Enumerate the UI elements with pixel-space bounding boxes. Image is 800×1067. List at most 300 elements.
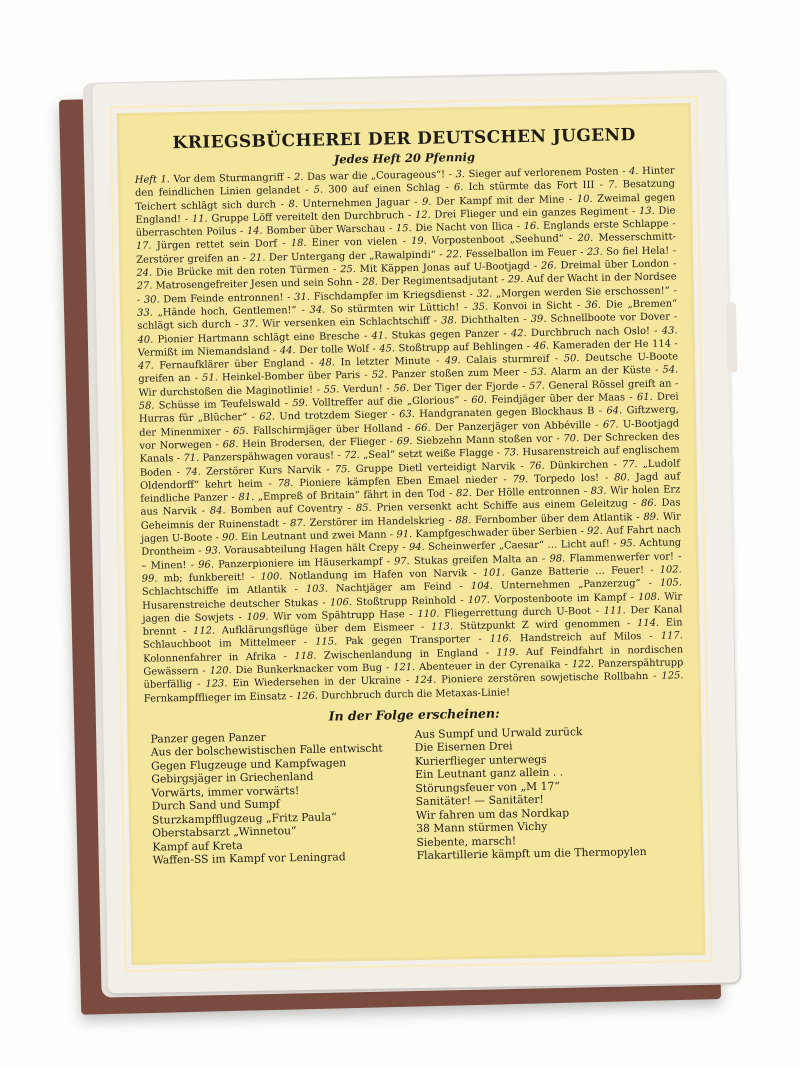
issue-number: 86. [640, 498, 662, 510]
issue-number: 64. [606, 405, 627, 418]
issue-title: Hinter den feindlichen Linien gelandet [134, 165, 675, 200]
issue-title: Fernaufklärer über England [159, 358, 305, 372]
issue-entry [137, 305, 297, 319]
issue-number: 80. [614, 471, 636, 484]
issue-entry [477, 285, 670, 299]
issue-entry [411, 234, 564, 248]
issue-entry [394, 553, 538, 567]
issue-number: 37. [242, 318, 263, 331]
issue-number: 83. [590, 485, 611, 498]
issue-entry [415, 420, 591, 434]
issue-number: 55. [323, 384, 344, 396]
issue-title: Fesselballon im Feuer [465, 246, 577, 260]
issue-title: Der tolle Wolf [299, 343, 370, 356]
forthcoming-title: Waffen-SS im Kampf vor Leningrad [152, 850, 346, 868]
issue-number: 78. [277, 477, 300, 490]
issue-title: Und trotzdem Sieger [279, 409, 388, 423]
issue-number: 59. [292, 397, 313, 410]
issue-entry [210, 663, 382, 677]
issue-number: 120. [209, 665, 236, 677]
forthcoming-title: Aus Sumpf und Urwald zurück [414, 725, 583, 741]
issue-entry [454, 180, 595, 193]
issue-entry [315, 634, 470, 648]
forthcoming-title: 38 Mann stürmen Vichy [416, 820, 548, 836]
issue-title: Das war die „Courageous“! [306, 169, 446, 183]
issue-entry [288, 197, 409, 210]
issue-entry [445, 354, 550, 367]
issue-title: Handgranaten gegen Blockhaus B [419, 406, 595, 421]
issue-number: 10. [576, 193, 598, 205]
issue-entry [531, 365, 651, 378]
issue-number: 108. [637, 591, 665, 603]
issue-title: „Ludolf Oldendorff“ kehrt heim [140, 457, 680, 492]
issue-number: 104. [470, 580, 502, 593]
issue-number: 72. [344, 450, 364, 462]
issue-title: Prien versenkt acht Schiffe aus einem Geleitzug [376, 498, 629, 515]
issue-title: Husarenstreich auf englischem Boden [139, 444, 680, 479]
forthcoming-title: Ein Leutnant ganz allein . . [415, 765, 564, 782]
issue-title: Drei Flieger und ein ganzes Regiment [434, 206, 629, 221]
issue-entry [490, 631, 642, 645]
issue-title: Die überraschten Poilus [135, 205, 676, 240]
issue-number: 36. [585, 299, 606, 311]
issue-title: Hein Brodersen, der Flieger [242, 436, 386, 450]
issue-number: 46. [533, 340, 553, 352]
issue-title: Der Kampf mit der Mine [435, 193, 565, 208]
issue-title: Heinkel-Bomber über Paris [221, 370, 361, 384]
back-cover [92, 73, 740, 994]
issue-title: Deutsche U-Boote greifen an [138, 351, 679, 386]
issue-number: 115. [315, 636, 346, 649]
forthcoming-title: Oberstabsarzt „Winnetou“ [152, 824, 297, 841]
issue-number: 109. [246, 611, 274, 623]
issue-title: Ein Leutnant und zwei Mann [241, 529, 387, 544]
issue-entry [399, 406, 594, 420]
issue-entry [296, 687, 510, 702]
issue-entry [198, 556, 382, 570]
issue-title: Panzerspähtrupp überfällig [143, 657, 684, 692]
issue-title: Stukas greifen Malta an [413, 553, 538, 567]
forthcoming-title: Durch Sand und Sumpf [151, 797, 280, 814]
issue-entry [471, 578, 641, 592]
issue-title: Kampfgeschwader über Serbien [415, 526, 578, 541]
forthcoming-title: Vorwärts, immer vorwärts! [151, 783, 300, 800]
issue-number: 21. [249, 252, 270, 264]
issue-number: 112. [193, 625, 222, 637]
issue-entry [294, 289, 466, 303]
issue-title: Einer von vielen [311, 236, 398, 250]
issue-number: 103. [305, 583, 337, 596]
issue-title: Alarm an der Küste [550, 365, 652, 379]
issue-number: 17. [135, 240, 157, 253]
issue-title: So fiel Hela! [606, 245, 670, 258]
issue-title: Der Untergang der „Rawalpindi“ [268, 249, 436, 264]
issue-title: Der Kanal brennt [142, 604, 683, 638]
issue-title: Volltreffer auf die „Glorious“ [312, 395, 460, 409]
issue-entry [250, 249, 436, 263]
issue-title: Mit Käppen Jonas auf U-Bootjagd [359, 261, 531, 276]
issue-title: mb; funkbereit! [163, 571, 246, 585]
issue-entry [136, 239, 277, 252]
issue-entry [446, 247, 576, 260]
issue-number: 45. [379, 343, 399, 355]
issue-number: 85. [355, 503, 377, 515]
issue-entry [417, 606, 591, 620]
issue-number: 41. [371, 329, 392, 342]
issue-number: 79. [512, 473, 535, 486]
issue-entry [319, 356, 430, 369]
issue-number: 43. [661, 324, 678, 337]
issue-title: Der Regimentsadjutant [380, 274, 499, 288]
issue-number: 97. [393, 555, 415, 567]
issue-number: 126. [295, 690, 322, 702]
issue-number: 98. [549, 552, 570, 565]
issue-number: 9. [421, 196, 437, 208]
issue-number: 19. [410, 236, 433, 248]
issue-title: Pak gegen Transporter [345, 634, 471, 648]
issue-entry [292, 395, 459, 409]
issue-entry [455, 512, 632, 526]
issue-number: 20. [577, 233, 599, 245]
issue-entry [587, 245, 669, 257]
issue-number: 24. [136, 267, 157, 279]
issue-number: 57. [528, 380, 549, 392]
issue-number: 101. [482, 567, 512, 579]
issue-title: Ganze Batterie … Feuer! [510, 564, 645, 579]
issue-number: 61. [636, 391, 658, 404]
forthcoming-title: Die Eisernen Drei [414, 739, 513, 755]
issue-title: Schlachtschiffe im Atlantik [141, 584, 287, 598]
issue-title: Pioniere zerstören sowjetische Rollbahn [441, 671, 649, 686]
issue-number: 13. [638, 205, 659, 217]
issue-entry [294, 169, 445, 183]
issue-entry [205, 676, 401, 690]
issue-entry [139, 398, 281, 411]
issue-number: 84. [209, 505, 231, 518]
issue-entry [210, 504, 343, 517]
issue-entry [455, 166, 618, 180]
issue-title: Die Bunkerknacker vom Bug [235, 662, 383, 677]
issue-title: Zerstörer Kurs Narvik [205, 464, 322, 478]
issue-entry [335, 461, 516, 475]
issue-number: 50. [563, 353, 586, 365]
issue-number: 105. [659, 577, 683, 589]
issue-entry [372, 368, 520, 382]
issue-number: 106. [329, 596, 357, 609]
issue-title: Der Panzerjäger von Abbéville [434, 419, 591, 434]
issue-entry [508, 272, 677, 286]
issue-number: 47. [137, 360, 160, 372]
yellow-panel [117, 103, 706, 965]
issue-number: 89. [643, 511, 664, 523]
issue-entry [524, 219, 669, 233]
issue-title: Schnellboote vor Dover [550, 311, 671, 325]
issue-number: 38. [441, 315, 461, 327]
issue-number: 32. [476, 288, 497, 300]
issue-title: Durchbruch nach Oslo! [530, 325, 651, 339]
issue-entry [456, 486, 580, 499]
forthcoming-title: Siebente, marsch! [416, 834, 517, 849]
issue-entry [396, 221, 513, 234]
issue-title: Siebzehn Mann stoßen vor [416, 433, 553, 447]
issue-entry [259, 410, 387, 423]
forthcoming-title: Sanitäter! — Sanitäter! [415, 793, 544, 809]
issue-number: 93. [205, 545, 225, 557]
issue-number: 94. [408, 542, 429, 554]
forthcoming-title: Flakartillerie kämpft um die Thermopylen [416, 845, 647, 863]
issue-number: 123. [205, 678, 233, 690]
issue-title: Notlandung im Hafen von Narvik [288, 568, 468, 583]
issue-title: Zweimal gegen England! [135, 192, 676, 226]
issue-entry [541, 259, 669, 272]
issue-number: 25. [340, 264, 360, 276]
issue-entry [414, 671, 648, 686]
issue-title: Konvoi in Sicht [492, 300, 573, 313]
issue-title: Wir vom Spähtrupp Hase [273, 609, 405, 623]
issue-title: Der Hölle entronnen [475, 486, 581, 500]
issue-title: Jürgen rettet sein Dorf [156, 238, 278, 252]
issue-entry [511, 325, 650, 338]
issue-title: Vorausabteilung Hagen hält Crepy [224, 542, 399, 557]
issue-title: „Empreß of Britain“ fährt in den Tod [257, 488, 446, 503]
issue-number: 22. [446, 248, 466, 261]
issue-entry [278, 474, 498, 489]
issue-number: 114. [637, 617, 666, 630]
issue-title: Englands erste Schlappe [542, 218, 669, 232]
issue-number: 88. [455, 514, 476, 527]
issue-entry [247, 224, 386, 237]
issue-title: Bomben auf Coventry [230, 503, 343, 517]
issue-title: Panzerpioniere im Häuserkampf [218, 556, 383, 571]
issue-title: Stoßtrupp Reinhold [356, 594, 457, 608]
issue-number: 56. [393, 382, 413, 395]
issue-title: Pioniere kämpfen Eben Emael nieder [299, 474, 498, 489]
issue-title: Gruppe Löff vereitelt den Durchbruch [211, 210, 405, 225]
issue-number: 16. [523, 220, 544, 233]
issue-entry [192, 210, 404, 225]
issue-title: Messerschmitt-Zerstörer greifen an [136, 231, 677, 266]
issue-title: Wir jagen U-Boote [140, 511, 681, 545]
issue-title: Stukas gegen Panzer [391, 328, 500, 341]
issue-entry [137, 331, 359, 346]
issue-title: Kolonnenfahrer in Afrika [143, 651, 277, 665]
issue-number: 82. [456, 488, 476, 500]
issue-title: Auf der Wacht in der Nordsee [526, 271, 677, 286]
forthcoming-title: Sturzkampfflugzeug „Fritz Paula“ [151, 810, 337, 827]
forthcoming-title: Kampf auf Kreta [152, 838, 243, 854]
issue-title: Calais sturmreif [466, 353, 550, 367]
issue-number: 125. [661, 670, 684, 683]
issue-title: Flammenwerfer vor! [569, 551, 675, 564]
issue-number: 44. [279, 344, 300, 357]
issue-number: 122. [571, 658, 598, 671]
issue-title: Jagd auf feindliche Panzer [140, 471, 681, 505]
issue-entry [344, 448, 493, 462]
issue-number: 52. [371, 369, 392, 382]
issue-number: 26. [540, 260, 561, 272]
issue-number: 116. [489, 633, 521, 646]
issue-title: Ein Wiedersehen in der Ukraine [232, 675, 402, 690]
issue-title: Sieger auf verlorenem Posten [468, 166, 619, 181]
issue-number: 76. [528, 460, 550, 472]
issue-title: Schüsse im Teufelswald [158, 398, 281, 412]
issue-title: Pionier Hartmann schlägt eine Bresche [157, 330, 360, 346]
issue-number: 73. [503, 447, 523, 459]
issue-number: 63. [399, 409, 420, 421]
issue-number: 81. [238, 491, 259, 504]
issue-number: 5. [313, 184, 329, 197]
issue-title: Vorpostenboote im Kampf [494, 591, 627, 606]
forthcoming-column-right [414, 723, 680, 863]
issue-title: Unternehmen „Panzerzug“ [500, 578, 641, 592]
issue-number: 51. [202, 372, 223, 385]
issue-entry [222, 530, 387, 544]
issue-title: Der Tiger der Fjorde [412, 380, 519, 394]
issue-title: Bomber über Warschau [266, 223, 386, 237]
forthcoming-column-left [150, 728, 416, 868]
issue-entry [472, 300, 572, 313]
issue-number: 113. [430, 621, 460, 633]
issue-entry [340, 261, 530, 275]
issue-number: 48. [319, 357, 341, 369]
issue-number: 60. [471, 394, 492, 407]
issue-number: 40. [137, 334, 158, 346]
issue-title: Ich stürmte das Fort III [468, 180, 595, 194]
issue-entry [409, 539, 610, 554]
issue-number: 2. [293, 171, 308, 184]
issue-title: 300 auf einen Schlag [328, 182, 441, 196]
issue-entry [379, 341, 523, 355]
issue-number: 121. [393, 661, 420, 674]
issue-title: Fernkampfflieger im Einsatz [143, 690, 287, 705]
issue-number: 119. [496, 646, 526, 659]
issue-number: 30. [143, 294, 164, 306]
issue-entry [533, 338, 671, 351]
issue-number: 29. [507, 274, 527, 286]
issue-number: 42. [510, 327, 531, 339]
issue-number: 23. [586, 246, 607, 258]
issue-number: 7. [607, 179, 623, 191]
issue-entry [362, 275, 498, 288]
forthcoming-heading: In der Folge erscheinen: [328, 705, 500, 724]
issue-title: Das Geheimnis der Ruinenstadt [140, 497, 681, 532]
issue-title: „Morgen werden Sie erschossen!“ [495, 285, 670, 300]
issue-number: 14. [246, 225, 267, 238]
issue-list: Heft 1. Vor dem Sturmangriff - 2. Das war die „Courageous“! - 3. Sieger auf verlorenem Posten - 4. Hinter den feindlichen Linien gelandet - 5. 300 auf einen Schlag - 6. Ich stürmte das Fort III - 7. Besatzung Teichert schlägt sich durch - 8. Unternehmen Jaguar - 9. Der Kampf mit der Mine - 10. Zweimal gegen England! - 11. Gruppe Löff vereitelt den Durchbruch - 12. Drei Flieger und ein ganzes Regiment - 13. Die überraschten Poilus - 14. Bomber über Warschau - 15. Die Nacht von Ilica - 16. Englands erste Schlappe - 17. Jürgen rettet sein Dorf - 18. Einer von vielen - 19. Vorpostenboot „Seehund“ - 20. Messerschmitt-Zerstörer greifen an - 21. Der Untergang der „Rawalpindi“ - 22. Fesselballon im Feuer - 23. So fiel Hela! - 24. Die Brücke mit den roten Türmen - 25. Mit Käppen Jonas auf U-Bootjagd - 26. Dreimal über London - 27. Matrosengefreiter Jesen und sein Sohn - 28. Der Regimentsadjutant - 29. Auf der Wacht in der Nordsee - 30. Dem Feinde entronnen! - 31. Fischdampfer im Kriegsdienst - 32. „Morgen werden Sie erschossen!“ - 33. „Hände hoch, Gentlemen!“ - 34. So stürmten wir Lüttich! - 35. Konvoi in Sicht - 36. Die „Bremen“ schlägt sich durch - 37. Wir versenken ein Schlachtschiff - 38. Dichthalten - 39. Schnellboote vor Dover - 40. Pionier Hartmann schlägt eine Bresche - 41. Stukas gegen Panzer - 42. Durchbruch nach Oslo! - 43. Vermißt im Niemandsland - 44. Der tolle Wolf - 45. Stoßtrupp auf Behlingen - 46. Kameraden der He 114 - 47. Fernaufklärer über England - 48. In letzter Minute - 49. Calais sturmreif - 50. Deutsche U-Boote greifen an - 51. Heinkel-Bomber über Paris - 52. Panzer stoßen zum Meer - 53. Alarm an der Küste - 54. Wir durchstoßen die Maginotlinie! - 55. Verdun! - 56. Der Tiger der Fjorde - 57. General Rössel greift an - 58. Schüsse im Teufelswald - 59. Volltreffer auf die „Glorious“ - 60. Feindjäger über der Maas - 61. Drei Hurras für „Blücher“ - 62. Und trotzdem Sieger - 63. Handgranaten gegen Blockhaus B - 64. Giftzwerg, der Minenmixer - 65. Fallschirmjäger über Holland - 66. Der Panzerjäger von Abbéville - 67. U-Bootjagd vor Norwegen - 68. Hein Brodersen, der Flieger - 69. Siebzehn Mann stoßen vor - 70. Der Schrecken des Kanals - 71. Panzerspähwagen voraus! - 72. „Seal“ setzt weiße Flagge - 73. Husarenstreich auf englischem Boden - 74. Zerstörer Kurs Narvik - 75. Gruppe Dietl verteidigt Narvik - 76. Dünkirchen - 77. „Ludolf Oldendorff“ kehrt heim - 78. Pioniere kämpfen Eben Emael nieder - 79. Torpedo los! - 80. Jagd auf feindliche Panzer - 81. „Empreß of Britain“ fährt in den Tod - 82. Der Hölle entronnen - 83. Wir holen Erz aus Narvik - 84. Bomben auf Coventry - 85. Prien versenkt acht Schiffe aus einem Geleitzug - 86. Das Geheimnis der Ruinenstadt - 87. Zerstörer im Handelskrieg - 88. Fernbomber über dem Atlantik - 89. Wir jagen U-Boote - 90. Ein Leutnant und zwei Mann - 91. Kampfgeschwader über Serbien - 92. Auf Fahrt nach Drontheim - 93. Vorausabteilung Hagen hält Crepy - 94. Scheinwerfer „Caesar“ … Licht auf! - 95. Achtung – Minen! - 96. Panzerpioniere im Häuserkampf - 97. Stukas greifen Malta an - 98. Flammenwerfer vor! - 99. mb; funkbereit! - 100. Notlandung im Hafen von Narvik - 101. Ganze Batterie … Feuer! - 102. Schlachtschiffe im Atlantik - 103. Nachtjäger am Feind - 104. Unternehmen „Panzerzug“ - 105. Husarenstreiche deutscher Stukas - 106. Stoßtrupp Reinhold - 107. Vorpostenboote im Kampf - 108. Wir jagen die Sowjets - 109. Wir vom Spähtrupp Hase - 110. Fliegerrettung durch U-Boot - 111. Der Kanal brennt - 112. Aufklärungsflüge über dem Eismeer - 113. Stützpunkt Z wird genommen - 114. Ein Schlauchboot im Mittelmeer - 115. Pak gegen Transporter - 116. Handstreich auf Milos - 117. Kolonnenfahrer in Afrika - 118. Zwischenlandung in England - 119. Auf Feindfahrt in nordischen Gewässern - 120. Die Bunkerknacker vom Bug - 121. Abenteuer in der Cyrenaika - 122. Panzerspähtrupp überfällig - 123. Ein Wiedersehen in der Ukraine - 124. Pioniere zerstören sowjetische Rollbahn - 125. Fernkampfflieger im Einsatz - 126. Durchbruch durch die Metaxas-Linie! [134, 165, 684, 705]
issue-number: 75. [334, 463, 356, 475]
issue-entry [396, 526, 577, 540]
issue-title: Zwischenlandung in England [323, 647, 479, 662]
issue-title: Besatzung Teichert schlägt sich durch [135, 178, 676, 213]
issue-entry [471, 392, 625, 406]
issue-number: 39. [530, 313, 551, 326]
issue-title: Drei Hurras für „Blücher“ [138, 391, 679, 426]
issue-entry [441, 314, 519, 326]
issue-entry [294, 648, 478, 662]
issue-title: Stützpunkt Z wird genommen [459, 618, 621, 633]
issue-title: Die Nacht von Ilica [415, 221, 514, 235]
issue-entry [415, 206, 628, 221]
issue-number: 53. [530, 367, 551, 379]
forthcoming-title: Panzer gegen Panzer [150, 730, 266, 746]
issue-title: Fallschirmjäger über Holland [252, 422, 403, 437]
issue-entry [306, 582, 452, 596]
issue-title: Panzer stoßen zum Meer [391, 367, 520, 381]
issue-entry [223, 436, 386, 450]
issue-title: So stürmten wir Lüttich! [330, 302, 460, 316]
issue-number: 54. [662, 364, 679, 377]
issue-number: 99. [141, 573, 164, 585]
issue-entry [483, 565, 644, 579]
issue-number: Heft 1. [134, 174, 174, 186]
issue-number: 65. [232, 425, 254, 437]
issue-title: Wir holen Erz aus Narvik [140, 484, 681, 519]
issue-title: „Seal“ setzt weiße Flagge [363, 447, 494, 462]
issue-number: 100. [260, 571, 289, 583]
issue-title: Kameraden der He 114 [552, 338, 672, 352]
issue-title: Wir jagen die Sowjets [142, 590, 683, 625]
issue-title: Auf Fahrt nach Drontheim [141, 524, 682, 559]
issue-entry [205, 543, 399, 557]
issue-title: Ein Schlauchboot im Mittelmeer [142, 617, 683, 652]
cover-tab [726, 302, 737, 372]
issue-title: Zerstörer im Handelskrieg [309, 515, 445, 529]
issue-number: 124. [414, 674, 442, 687]
issue-entry [397, 434, 553, 448]
issue-number: 11. [191, 213, 212, 225]
issue-number: 28. [362, 276, 382, 289]
issue-number: 71. [183, 452, 203, 465]
issue-title: Fischdampfer im Kriegsdienst [313, 288, 466, 303]
issue-number: 34. [309, 304, 331, 316]
issue-entry [330, 595, 456, 608]
issue-number: 49. [444, 355, 467, 367]
issue-number: 68. [222, 438, 243, 451]
issue-title: Vermißt im Niemandsland [137, 345, 270, 359]
issue-title: Torpedo los! [534, 472, 600, 485]
series-title: KRIEGSBÜCHEREI DER DEUTSCHEN JUGEND [172, 125, 636, 154]
issue-title: Verdun! [342, 383, 383, 396]
issue-entry [136, 265, 329, 279]
issue-number: 107. [467, 594, 495, 606]
issue-entry [183, 451, 334, 465]
issue-title: Fliegerrettung durch U-Boot [444, 605, 592, 620]
issue-number: 102. [659, 564, 682, 576]
issue-title: Husarenstreiche deutscher Stukas [142, 597, 319, 612]
issue-title: „Hände hoch, Gentlemen!“ [157, 305, 297, 319]
forthcoming-title: Gebirgsjäger in Griechenland [151, 770, 314, 787]
issue-number: 27. [136, 280, 156, 293]
issue-number: 118. [294, 650, 324, 662]
issue-title: Wir durchstoßen die Maginotlinie! [138, 384, 314, 399]
issue-number: 4. [628, 166, 643, 178]
issue-number: 95. [619, 538, 640, 550]
issue-entry [242, 316, 429, 330]
issue-number: 33. [137, 307, 158, 319]
issue-entry [531, 312, 670, 325]
issue-number: 96. [198, 559, 219, 571]
issue-entry [314, 183, 441, 196]
issue-title: Matrosengefreiter Jesen und sein Sohn [155, 277, 353, 292]
issue-title: Durchbruch durch die Metaxas-Linie! [321, 686, 511, 702]
issue-title: Vorpostenboot „Seehund“ [431, 233, 564, 248]
issue-number: 12. [414, 209, 435, 221]
issue-title: Nachtjäger am Feind [335, 581, 452, 595]
issue-entry [310, 302, 460, 316]
issue-entry [529, 378, 672, 391]
issue-entry [529, 459, 609, 471]
issue-number: 111. [603, 605, 631, 617]
